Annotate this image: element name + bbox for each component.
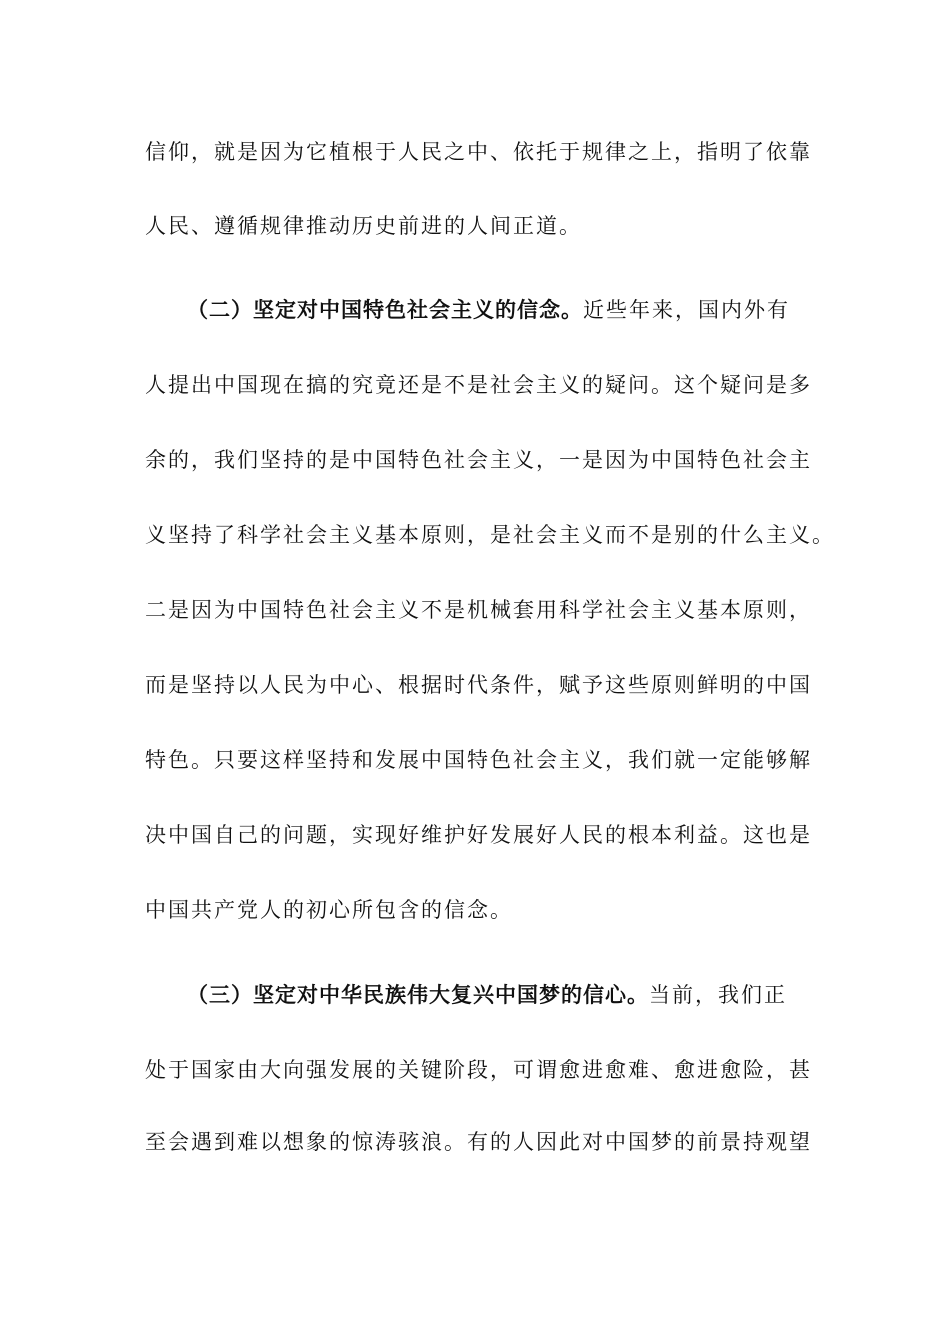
section-heading: （二）坚定对中国特色社会主义的信念。 [187, 298, 583, 322]
section-heading: （三）坚定对中华民族伟大复兴中国梦的信心。 [187, 983, 649, 1007]
text-line: 信仰，就是因为它植根于人民之中、依托于规律之上，指明了依靠 [145, 140, 812, 164]
text-line: 余的，我们坚持的是中国特色社会主义，一是因为中国特色社会主 [145, 448, 812, 472]
text-line: 中国共产党人的初心所包含的信念。 [145, 898, 513, 922]
text-line: 决中国自己的问题，实现好维护好发展好人民的根本利益。这也是 [145, 823, 812, 847]
paragraph-first-line [187, 980, 787, 1010]
text-span: 当前，我们正 [649, 983, 787, 1007]
text-span: 近些年来，国内外有 [583, 298, 790, 322]
text-line: 而是坚持以人民为中心、根据时代条件，赋予这些原则鲜明的中国 [145, 673, 812, 697]
text-line: 人提出中国现在搞的究竟还是不是社会主义的疑问。这个疑问是多 [145, 373, 812, 397]
paragraph-first-line [187, 295, 790, 325]
text-line: 至会遇到难以想象的惊涛骇浪。有的人因此对中国梦的前景持观望 [145, 1130, 812, 1154]
text-line: 特色。只要这样坚持和发展中国特色社会主义，我们就一定能够解 [145, 748, 812, 772]
text-line: 处于国家由大向强发展的关键阶段，可谓愈进愈难、愈进愈险，甚 [145, 1058, 812, 1082]
text-line: 二是因为中国特色社会主义不是机械套用科学社会主义基本原则， [145, 598, 812, 622]
text-line: 人民、遵循规律推动历史前进的人间正道。 [145, 214, 582, 238]
text-line: 义坚持了科学社会主义基本原则，是社会主义而不是别的什么主义。 [145, 523, 835, 547]
